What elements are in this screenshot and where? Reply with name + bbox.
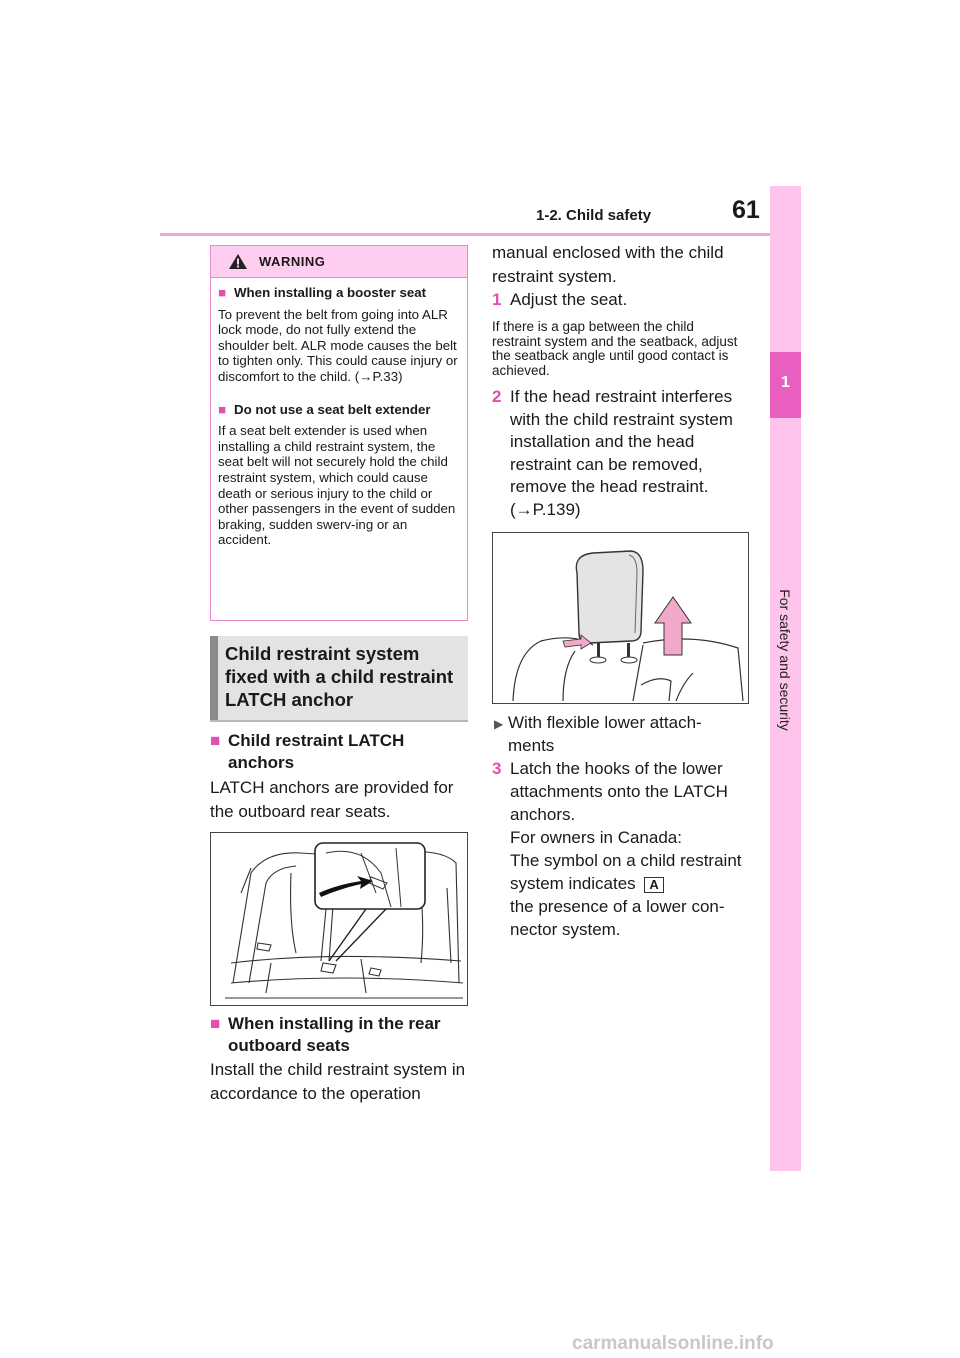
warning-item-heading xyxy=(218,285,460,301)
square-bullet-icon: ■ xyxy=(210,731,221,750)
triangle-bullet-icon: ▶ xyxy=(494,717,504,731)
section-title: 1-2. Child safety xyxy=(536,207,652,224)
head-restraint-removal-illustration xyxy=(493,533,748,703)
flexible-attachments-bullet xyxy=(494,711,744,757)
header-rule xyxy=(160,233,770,236)
chapter-title xyxy=(772,535,798,785)
rear-seat-latch-illustration xyxy=(211,833,467,1005)
outboard-seats-heading-text: When installing in the rear outboard seats xyxy=(228,1014,441,1055)
warning-item-heading xyxy=(218,402,460,418)
square-bullet-icon: ■ xyxy=(210,1014,221,1033)
footer-watermark: carmanualsonline.info xyxy=(572,1333,774,1354)
head-restraint-illustration xyxy=(492,532,749,704)
warning-triangle-icon xyxy=(228,253,248,270)
chapter-number: 1 xyxy=(781,374,790,391)
step-text: Latch the hooks of the lower attachments onto the LATCH anchors. xyxy=(510,759,728,824)
latch-anchors-heading xyxy=(210,730,460,774)
step-1-note: If there is a gap between the child restraint system and the seatback, adjust the seatback angle until good contact is achieved. xyxy=(492,319,738,378)
step-text: If the head restraint interferes with the child restraint system installation and the head restraint can be removed, remove the head restraint. (→P.139) xyxy=(510,387,733,519)
warning-box xyxy=(210,245,468,621)
step-number: 2 xyxy=(492,387,502,406)
step-3 xyxy=(492,757,748,941)
step-3-content xyxy=(510,757,748,941)
page-number: 61 xyxy=(732,196,760,224)
heading-accent-bar xyxy=(210,636,218,720)
latch-anchors-heading-text: Child restraint LATCH anchors xyxy=(228,731,405,772)
step-text: the presence of a lower con-nector system. xyxy=(510,897,725,939)
latch-anchors-text: LATCH anchors are provided for the outboard rear seats. xyxy=(210,778,454,821)
chapter-title-text: For safety and security xyxy=(777,589,793,731)
warning-item-heading-text: When installing a booster seat xyxy=(234,285,427,300)
step-2 xyxy=(492,386,748,522)
warning-header xyxy=(211,246,467,278)
warning-title: WARNING xyxy=(259,254,326,269)
outboard-seats-text: Install the child restraint system in accordance to the operation xyxy=(210,1060,466,1103)
warning-item-text: If a seat belt extender is used when installing a child restraint system, the seat belt will not securely hold the child restraint system, which could cause death or serious injury to the child or other passengers in the event of sudden braking, sudden swerv-ing or an accident. xyxy=(218,423,456,548)
latch-anchor-illustration xyxy=(210,832,468,1006)
section-heading-box xyxy=(210,636,468,722)
warning-item-text: To prevent the belt from going into ALR lock mode, do not fully extend the shoulder belt. ALR mode causes the belt to tighten only. This could cause injury or discomfort to the child. (→P.33) xyxy=(218,306,458,384)
step-text: The symbol on a child restraint system indicates xyxy=(510,851,742,893)
outboard-seats-heading xyxy=(210,1013,460,1057)
section-heading: Child restraint system fixed with a child restraint LATCH anchor xyxy=(225,643,454,710)
step-text: For owners in Canada: xyxy=(510,828,682,847)
square-bullet-icon: ■ xyxy=(218,401,227,417)
square-bullet-icon: ■ xyxy=(218,285,227,300)
bullet-text: With flexible lower attach-ments xyxy=(508,713,702,755)
warning-item-heading-text: Do not use a seat belt extender xyxy=(234,401,431,417)
continued-text: manual enclosed with the child restraint system. xyxy=(492,243,724,286)
step-number: 3 xyxy=(492,759,502,778)
step-number: 1 xyxy=(492,290,502,309)
warning-body xyxy=(211,278,467,548)
step-text: Adjust the seat. xyxy=(510,290,628,309)
step-1 xyxy=(492,288,752,311)
mark-a-label: A xyxy=(644,877,663,893)
